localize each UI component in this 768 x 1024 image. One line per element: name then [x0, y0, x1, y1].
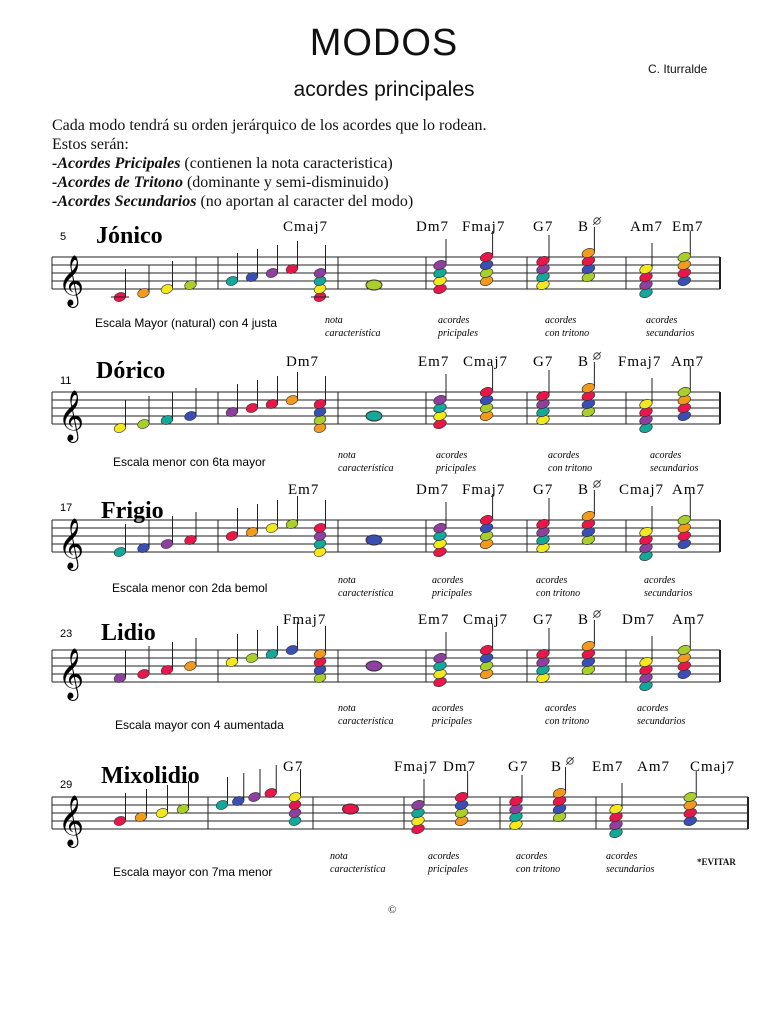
chord-label: G7: [533, 219, 554, 235]
scale-caption: Escala mayor con 7ma menor: [113, 865, 273, 879]
chord-label: Dm7: [443, 759, 476, 775]
intro-item-rest: (contienen la nota caracteristica): [180, 155, 393, 172]
chord-label: Cmaj7: [690, 759, 735, 775]
author: C. Iturralde: [648, 62, 708, 76]
note-head: [313, 267, 327, 279]
note-head: [113, 815, 127, 827]
note-head: [155, 807, 169, 819]
chord-label: G7: [533, 482, 554, 498]
chord-label: B: [578, 482, 590, 498]
intro-item-rest: (no aportan al caracter del modo): [196, 193, 414, 210]
whole-note: [366, 661, 382, 671]
annotation-caracteristica: característica: [325, 328, 381, 339]
note-head: [245, 652, 259, 664]
annotation-nota: nota: [338, 450, 356, 461]
annotation-con-tritono: con tritono: [545, 716, 590, 727]
annotation-caracteristica: característica: [338, 716, 394, 727]
chord-label: Dm7: [622, 612, 655, 628]
note-head: [160, 538, 174, 550]
whole-note: [366, 535, 382, 545]
half-diminished-icon: [593, 480, 601, 488]
annotation-nota: nota: [338, 575, 356, 586]
chord-label: Cmaj7: [463, 612, 508, 628]
annotation-con-tritono: con tritono: [536, 588, 581, 599]
annotation-con-tritono: con tritono: [516, 864, 561, 875]
note-head: [225, 275, 239, 287]
mode-name: Mixolidio: [101, 763, 200, 789]
annotation-pricipales: pricipales: [438, 328, 478, 339]
chord-label: Em7: [418, 612, 450, 628]
scale-caption: Escala Mayor (natural) con 4 justa: [95, 316, 278, 330]
annotation-acordes: acordes: [644, 575, 676, 586]
chord-label: Am7: [672, 612, 705, 628]
mode-name: Dórico: [96, 358, 166, 384]
annotation-acordes: acordes: [516, 851, 548, 862]
chord-label: Dm7: [416, 219, 449, 235]
intro-line: Cada modo tendrá su orden jerárquico de los acordes que lo rodean.: [52, 117, 487, 134]
annotation-pricipales: pricipales: [436, 463, 476, 474]
scale-caption: Escala menor con 6ta mayor: [113, 455, 266, 469]
annotation-acordes: acordes: [637, 703, 669, 714]
annotation-caracteristica: característica: [338, 588, 394, 599]
annotation-acordes: acordes: [432, 703, 464, 714]
annotation-caracteristica: característica: [338, 463, 394, 474]
note-head: [215, 799, 229, 811]
annotation-nota: nota: [325, 315, 343, 326]
annotation-acordes: acordes: [548, 450, 580, 461]
chord-label: Am7: [671, 354, 704, 370]
annotation-secundarios: secundarios: [646, 328, 695, 339]
chord-label: Dm7: [416, 482, 449, 498]
treble-clef-icon: 𝄞: [58, 255, 85, 306]
mode-name: Jónico: [96, 223, 163, 249]
note-head: [288, 791, 302, 803]
annotation-acordes: acordes: [436, 450, 468, 461]
copyright: ©: [388, 904, 397, 916]
annotation-secundarios: secundarios: [637, 716, 686, 727]
chord-label: B: [578, 612, 590, 628]
intro-item-bold: -Acordes Secundarios: [52, 193, 197, 210]
intro-line: Estos serán:: [52, 136, 129, 153]
mode-name: Frigio: [101, 498, 164, 524]
note-head: [113, 546, 127, 558]
note-head: [183, 410, 197, 422]
note-head: [160, 283, 174, 295]
chord-label: Dm7: [286, 354, 319, 370]
chord-label: G7: [283, 759, 304, 775]
annotation-acordes: acordes: [545, 315, 577, 326]
annotation-con-tritono: con tritono: [545, 328, 590, 339]
annotation-pricipales: pricipales: [432, 716, 472, 727]
chord-label: G7: [533, 612, 554, 628]
chord-label: Am7: [630, 219, 663, 235]
annotation-acordes: acordes: [646, 315, 678, 326]
annotation-nota: nota: [330, 851, 348, 862]
chord-label: G7: [508, 759, 529, 775]
whole-note: [366, 411, 382, 421]
chord-label: Fmaj7: [283, 612, 327, 628]
measure-number: 29: [60, 779, 73, 791]
annotation-secundarios: secundarios: [650, 463, 699, 474]
note-head: [285, 644, 299, 656]
intro-item-rest: (dominante y semi-disminuido): [182, 174, 389, 191]
annotation-acordes: acordes: [536, 575, 568, 586]
note-head: [247, 791, 261, 803]
treble-clef-icon: 𝄞: [58, 390, 85, 441]
measure-number: 11: [60, 375, 72, 387]
chord-label: Em7: [418, 354, 450, 370]
chord-label: Cmaj7: [463, 354, 508, 370]
note-head: [136, 668, 150, 680]
chord-label: Fmaj7: [462, 219, 506, 235]
annotation-con-tritono: con tritono: [548, 463, 593, 474]
treble-clef-icon: 𝄞: [58, 648, 85, 699]
chord-label: Em7: [592, 759, 624, 775]
intro-item-bold: -Acordes de Tritono: [52, 174, 183, 191]
annotation-secundarios: secundarios: [606, 864, 655, 875]
chord-label: B: [578, 354, 590, 370]
annotation-nota: nota: [338, 703, 356, 714]
page-title: MODOS: [309, 22, 459, 64]
whole-note: [343, 804, 359, 814]
chord-label: Em7: [288, 482, 320, 498]
annotation-pricipales: pricipales: [432, 588, 472, 599]
chord-label: B: [578, 219, 590, 235]
half-diminished-icon: [566, 757, 574, 765]
treble-clef-icon: 𝄞: [58, 795, 85, 846]
chord-label: Am7: [637, 759, 670, 775]
page-subtitle: acordes principales: [293, 78, 475, 101]
note-head: [265, 522, 279, 534]
mode-name: Lidio: [101, 620, 156, 646]
annotation-acordes: acordes: [650, 450, 682, 461]
note-head: [245, 402, 259, 414]
chord-label: Fmaj7: [394, 759, 438, 775]
annotation-caracteristica: característica: [330, 864, 386, 875]
note-head: [136, 418, 150, 430]
annotation-secundarios: secundarios: [644, 588, 693, 599]
note-head: [183, 660, 197, 672]
chord-label: Am7: [672, 482, 705, 498]
chord-label: Fmaj7: [462, 482, 506, 498]
chord-label: Em7: [672, 219, 704, 235]
chord-label: G7: [533, 354, 554, 370]
evitar-note: *EVITAR: [697, 857, 736, 867]
annotation-acordes: acordes: [545, 703, 577, 714]
annotation-acordes: acordes: [438, 315, 470, 326]
chord-label: B: [551, 759, 563, 775]
annotation-pricipales: pricipales: [428, 864, 468, 875]
whole-note: [366, 280, 382, 290]
scale-caption: Escala mayor con 4 aumentada: [115, 718, 284, 732]
measure-number: 17: [60, 502, 73, 514]
chord-label: Fmaj7: [618, 354, 662, 370]
note-head: [265, 267, 279, 279]
note-head: [285, 394, 299, 406]
note-head: [225, 530, 239, 542]
chord-label: Cmaj7: [619, 482, 664, 498]
half-diminished-icon: [593, 610, 601, 618]
measure-number: 23: [60, 628, 73, 640]
treble-clef-icon: 𝄞: [58, 518, 85, 569]
annotation-acordes: acordes: [432, 575, 464, 586]
intro-item-bold: -Acordes Pricipales: [52, 155, 181, 172]
note-head: [313, 522, 327, 534]
annotation-acordes: acordes: [606, 851, 638, 862]
chord-label: Cmaj7: [283, 219, 328, 235]
measure-number: 5: [60, 231, 67, 243]
scale-caption: Escala menor con 2da bemol: [112, 581, 268, 595]
annotation-acordes: acordes: [428, 851, 460, 862]
half-diminished-icon: [593, 352, 601, 360]
